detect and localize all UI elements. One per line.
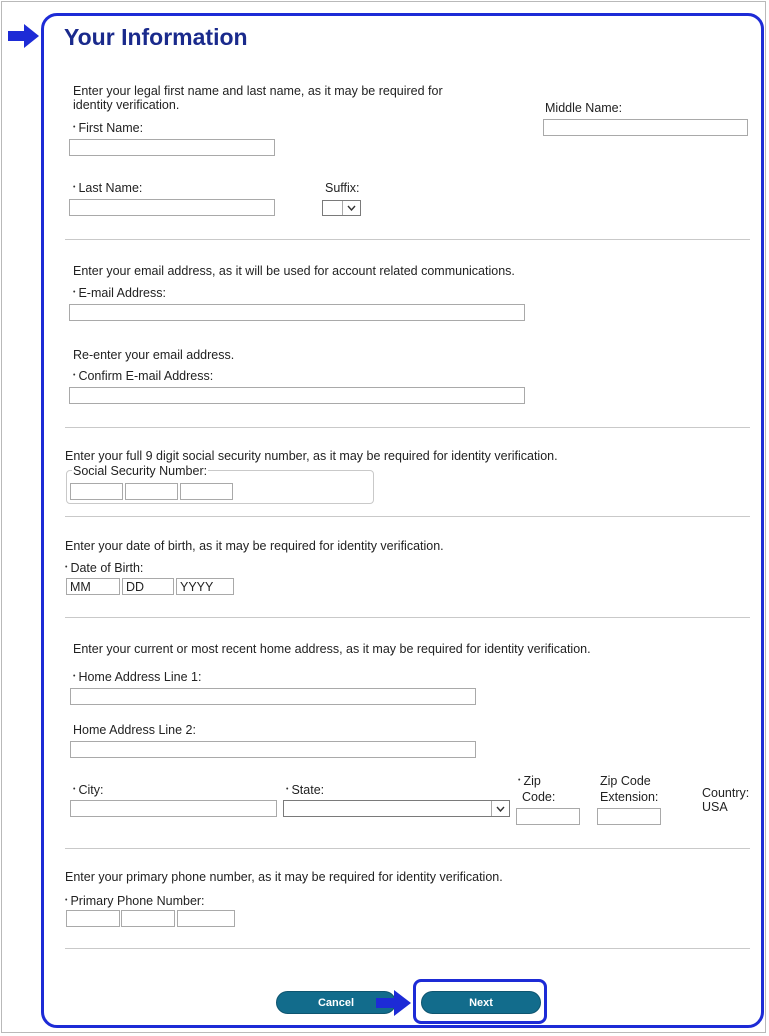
phone-intro: Enter your primary phone number, as it may be required for identity verification. [65,870,503,884]
section-divider [65,427,750,428]
dob-month-input[interactable]: MM [66,578,120,595]
address-intro: Enter your current or most recent home address, as it may be required for identity verification. [73,642,591,656]
first-name-input[interactable] [69,139,275,156]
cancel-button[interactable]: Cancel [276,991,396,1014]
middle-name-input[interactable] [543,119,748,136]
chevron-down-icon [491,801,509,816]
country-label: Country: [702,786,750,800]
email-input[interactable] [69,304,525,321]
zip-extension-input[interactable] [597,808,661,825]
section-divider [65,617,750,618]
zip-ext-label-line1: Zip Code [600,774,651,788]
last-name-input[interactable] [69,199,275,216]
name-intro: Enter your legal first name and last name, as it may be required for identity verification. [73,84,443,112]
phone-area-input[interactable] [66,910,120,927]
phone-line-input[interactable] [177,910,235,927]
ssn-part-3-input[interactable] [180,483,233,500]
state-label: • State: [286,783,324,800]
city-label: • City: [73,783,103,800]
phone-label: • Primary Phone Number: [65,894,205,911]
dob-day-input[interactable]: DD [122,578,174,595]
first-name-label: • First Name: [73,121,143,138]
city-input[interactable] [70,800,277,817]
section-divider [65,848,750,849]
section-divider [65,516,750,517]
confirm-email-label: • Confirm E-mail Address: [73,369,213,386]
page-title: Your Information [64,24,248,50]
suffix-select[interactable] [322,200,361,216]
zip-ext-label-line2: Extension: [600,790,659,804]
country-value: USA [702,800,728,814]
section-divider [65,948,750,949]
dob-intro: Enter your date of birth, as it may be required for identity verification. [65,539,444,553]
suffix-label: Suffix: [325,181,360,195]
address-line2-label: Home Address Line 2: [73,723,196,737]
dob-label: • Date of Birth: [65,561,143,578]
address-line1-input[interactable] [70,688,476,705]
pointer-arrow-icon [8,24,40,48]
email-intro: Enter your email address, as it will be used for account related communications. [73,264,515,278]
state-select[interactable] [283,800,510,817]
section-divider [65,239,750,240]
ssn-intro: Enter your full 9 digit social security number, as it may be required for identity verification. [65,449,558,463]
email-label: • E-mail Address: [73,286,166,303]
ssn-part-1-input[interactable] [70,483,123,500]
reenter-email-intro: Re-enter your email address. [73,348,235,362]
middle-name-label: Middle Name: [545,101,623,115]
ssn-label: Social Security Number: [73,464,208,478]
chevron-down-icon [342,201,360,215]
address-line1-label: • Home Address Line 1: [73,670,201,687]
zip-label-line2: Code: [522,790,556,804]
pointer-arrow-icon [376,990,412,1016]
ssn-part-2-input[interactable] [125,483,178,500]
confirm-email-input[interactable] [69,387,525,404]
dob-year-input[interactable]: YYYY [176,578,234,595]
last-name-label: • Last Name: [73,181,142,198]
address-line2-input[interactable] [70,741,476,758]
zip-code-input[interactable] [516,808,580,825]
phone-prefix-input[interactable] [121,910,175,927]
zip-label-line1: • Zip [518,774,541,791]
next-button[interactable]: Next [421,991,541,1014]
